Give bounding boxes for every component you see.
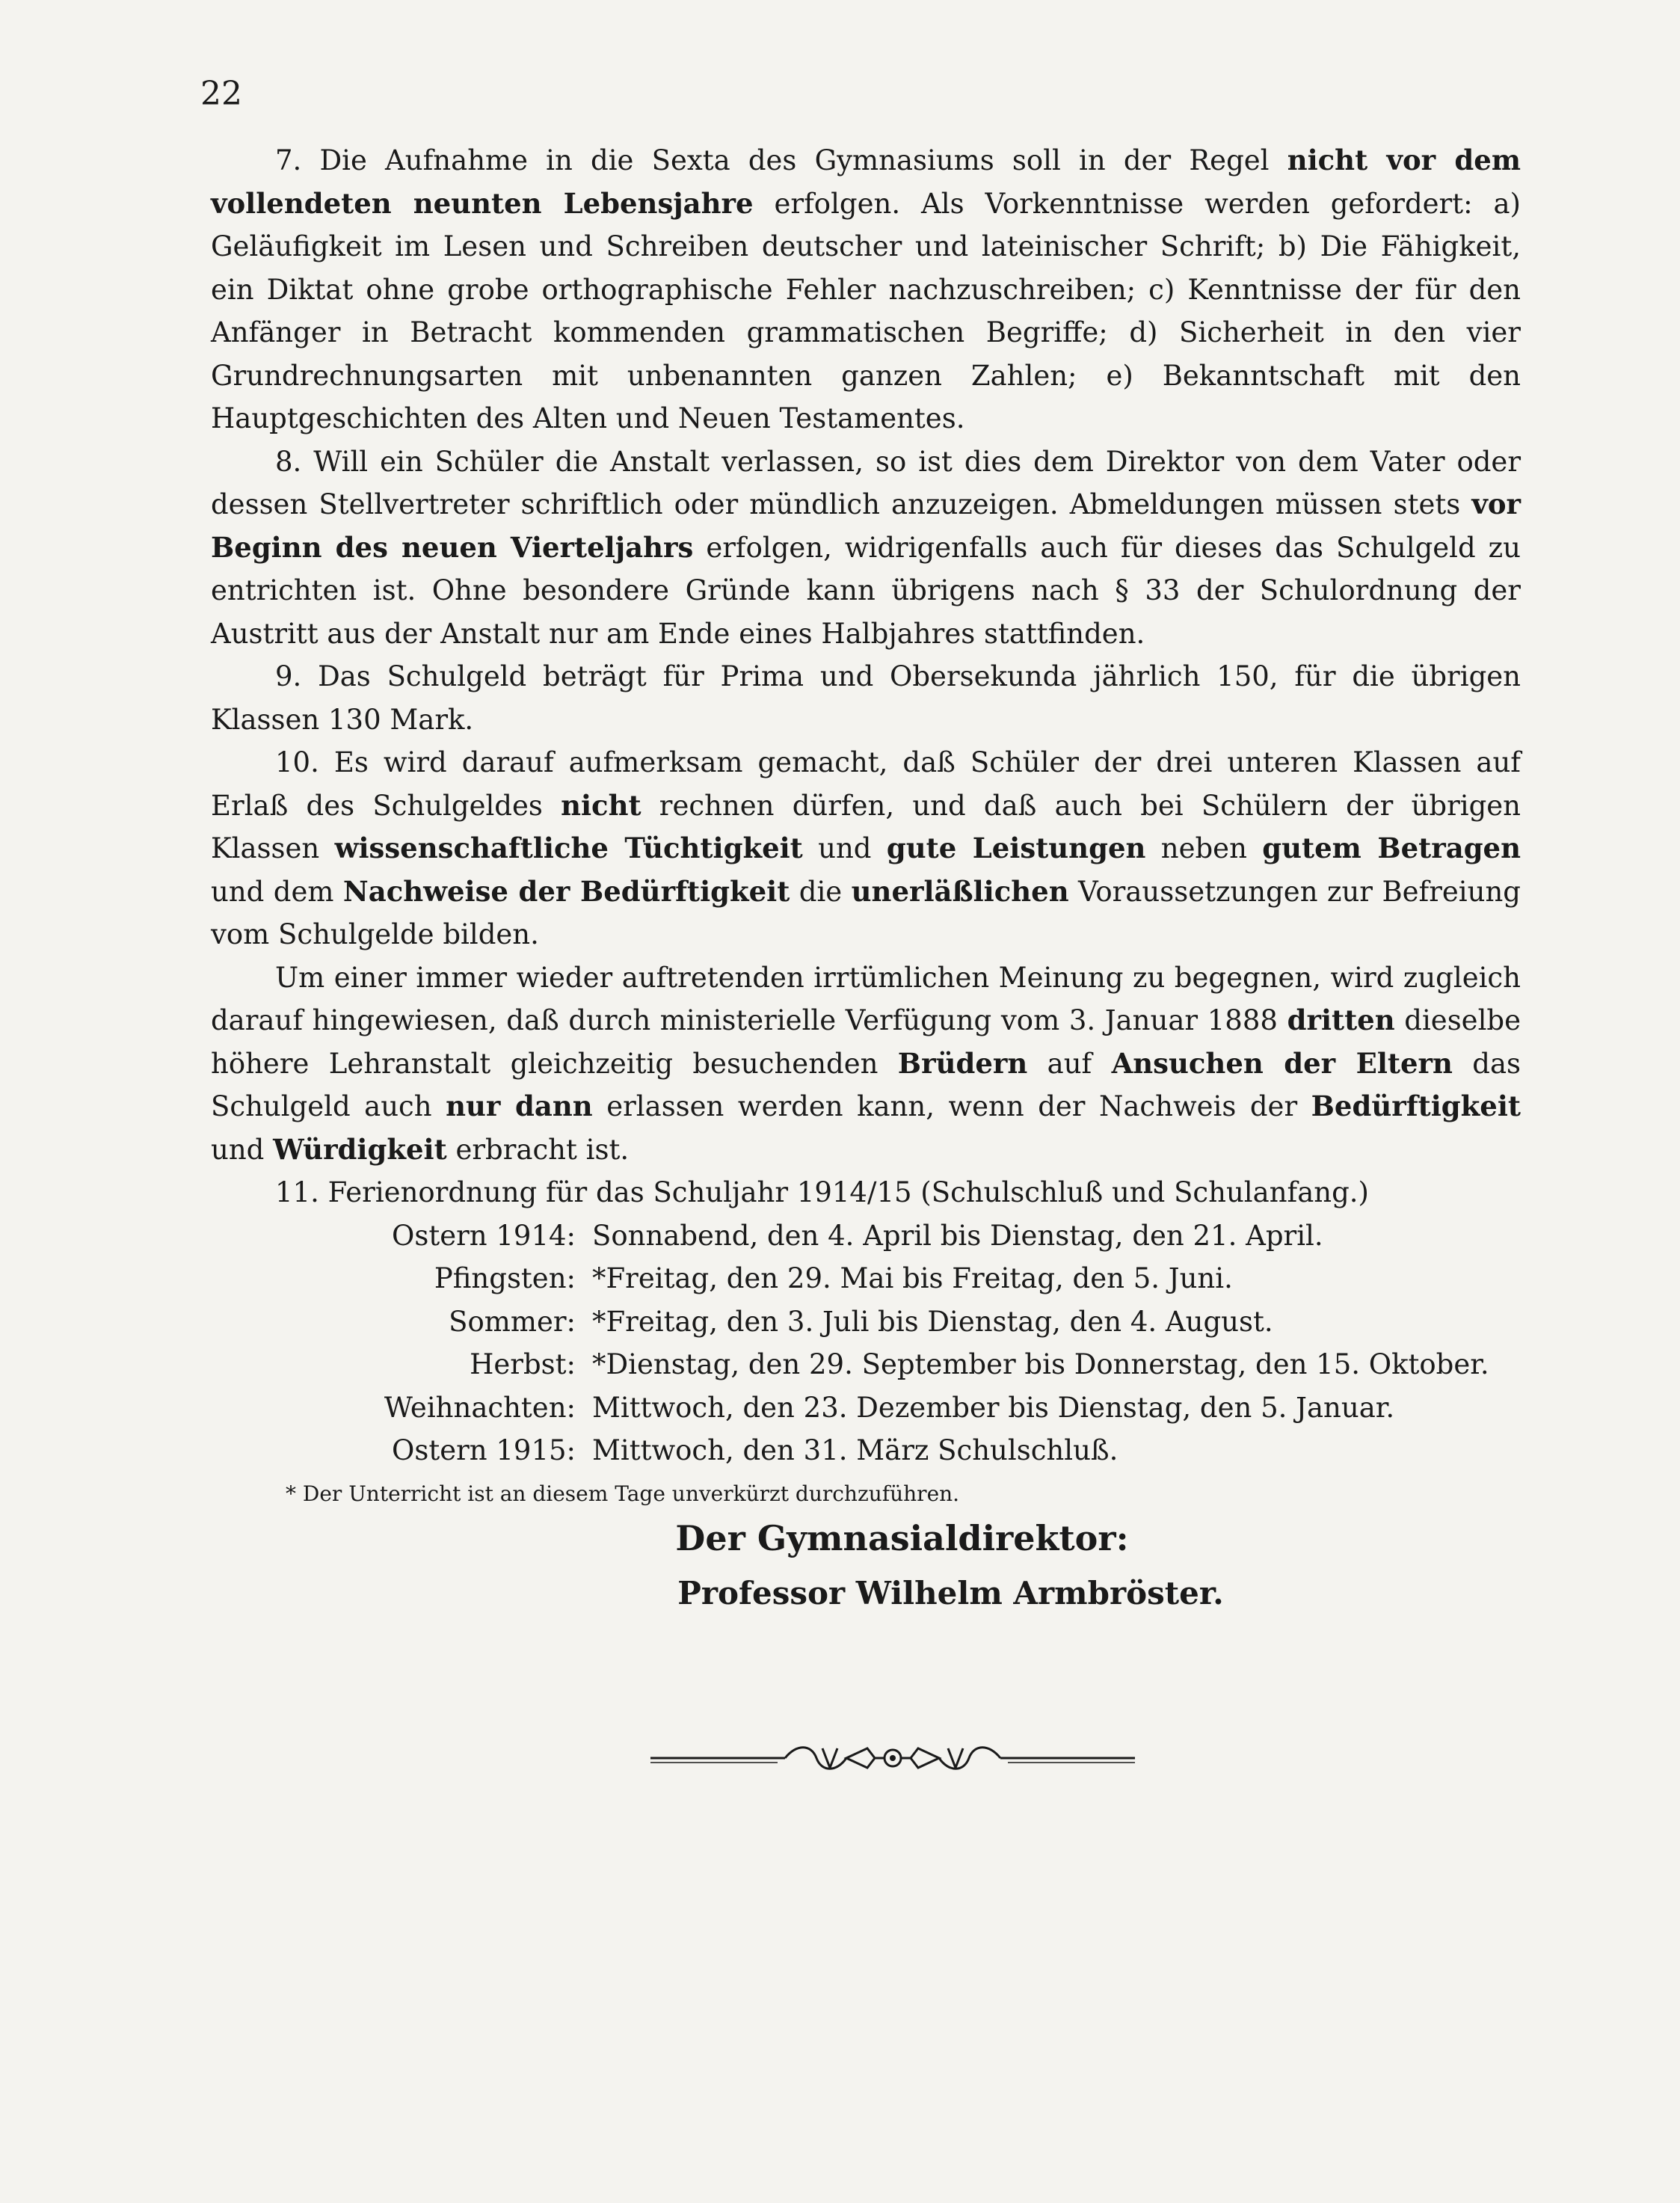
section-10-note-text-5: erlassen werden kann, wenn der Nachweis der [592, 1090, 1311, 1122]
holiday-dates: Mittwoch, den 31. März Schulschluß. [592, 1434, 1119, 1466]
section-7-text-cont: erfolgen. Als Vorkenntnisse werden gefordert: a) Geläufigkeit im Lesen und Schreiben deutscher und lateinischer Schrift; b) Die Fähigkeit, ein Diktat ohne grobe orthographische Fehler nachzuschreiben; c) Kenntnisse der für den Anfänger in Betracht kommenden grammatischen Begriffe; d) Sicherheit in den vier Grundrechnungsarten mit unbenannten ganzen Zahlen; e) Bekanntschaft mit den Hauptgeschichten des Alten und Neuen Testamentes. [211, 187, 1521, 434]
section-7-emphasis: nicht vor dem vollendeten neunten Lebensjahre [211, 144, 1521, 220]
holiday-label: Ostern 1915: [392, 1434, 576, 1466]
holiday-dates: *Freitag, den 29. Mai bis Freitag, den 5. Juni. [592, 1262, 1233, 1294]
section-7 [211, 139, 1521, 440]
section-10 [211, 741, 1521, 956]
section-10-note-text-6: und [211, 1133, 274, 1166]
holiday-dates: Mittwoch, den 23. Dezember bis Dienstag, den 5. Januar. [592, 1391, 1395, 1424]
section-10-text-7: Voraussetzungen zur Befreiung vom Schulgelde bilden. [211, 875, 1521, 950]
holiday-label: Sommer: [449, 1305, 576, 1338]
holiday-dates: Sonnabend, den 4. April bis Dienstag, den 21. April. [592, 1219, 1323, 1252]
section-10-emphasis-3: gute Leistungen [886, 832, 1146, 864]
holiday-dates: *Freitag, den 3. Juli bis Dienstag, den 4. August. [592, 1305, 1273, 1338]
section-11-intro: 11. Ferienordnung für das Schuljahr 1914/15 (Schulschluß und Schulanfang.) [275, 1176, 1369, 1208]
page-number: 22 [200, 75, 242, 113]
section-8-text: 8. Will ein Schüler die Anstalt verlassen, so ist dies dem Direktor von dem Vater oder dessen Stellvertreter schriftlich oder mündlich anzuzeigen. Abmeldungen müssen stets [211, 445, 1521, 520]
holiday-label: Weihnachten: [384, 1391, 576, 1424]
section-10-emphasis-1: nicht [561, 788, 641, 822]
ornament-divider-icon [650, 1735, 1135, 1781]
holiday-label: Ostern 1914: [392, 1219, 576, 1252]
signature-title: Der Gymnasialdirektor: [675, 1518, 1129, 1558]
section-10-emphasis-2: wissenschaftliche Tüchtigkeit [334, 832, 803, 864]
section-10-note [211, 956, 1521, 1172]
section-10-emphasis-6: unerläßlichen [851, 874, 1069, 908]
holiday-schedule [368, 1214, 1521, 1472]
section-10-text-4: neben [1145, 832, 1263, 864]
footnote: * Der Unterricht ist an diesem Tage unverkürzt durchzuführen. [286, 1481, 960, 1506]
section-10-note-emphasis-4: nur dann [446, 1090, 593, 1122]
section-10-note-text-2: dieselbe höhere Lehranstalt gleichzeitig besuchenden [211, 1004, 1521, 1080]
section-10-emphasis-5: Nachweise der Bedürftigkeit [342, 874, 790, 908]
section-7-text: 7. Die Aufnahme in die Sexta des Gymnasiums soll in der Regel [275, 144, 1287, 176]
signature-name: Professor Wilhelm Armbröster. [677, 1575, 1224, 1611]
section-10-text-6: die [790, 875, 852, 908]
section-10-note-emphasis-2: Brüdern [897, 1046, 1028, 1080]
section-10-text-1: 10. Es wird darauf aufmerksam gemacht, daß Schüler der drei unteren Klassen auf Erlaß des Schulgeldes [211, 746, 1521, 822]
section-10-note-text-3: auf [1027, 1047, 1112, 1080]
section-10-emphasis-4: gutem Betragen [1262, 832, 1521, 864]
section-9 [211, 655, 1521, 741]
section-10-text-5: und dem [211, 875, 343, 908]
section-10-note-emphasis-3: Ansuchen der Eltern [1111, 1046, 1453, 1080]
section-10-note-text-1: Um einer immer wieder auftretenden irrtümlichen Meinung zu begegnen, wird zugleich darauf hingewiesen, daß durch ministerielle Verfügung vom 3. Januar 1888 [211, 961, 1521, 1036]
holiday-label: Herbst: [470, 1348, 576, 1380]
section-8-emphasis: vor Beginn des neuen Vierteljahrs [211, 488, 1521, 564]
section-8-text-cont: erfolgen, widrigenfalls auch für dieses das Schulgeld zu entrichten ist. Ohne besondere Gründe kann übrigens nach § 33 der Schulordnung der Austritt aus der Anstalt nur am Ende eines Halbjahres stattfinden. [211, 531, 1521, 650]
holiday-dates: *Dienstag, den 29. September bis Donnerstag, den 15. Oktober. [592, 1348, 1489, 1380]
section-10-note-text-4: das Schulgeld auch [211, 1047, 1521, 1122]
holiday-label: Pfingsten: [434, 1262, 576, 1294]
section-10-note-text-7: erbracht ist. [446, 1133, 630, 1166]
section-10-text-3: und [802, 832, 887, 864]
section-10-text-2: rechnen dürfen, und daß auch bei Schülern der übrigen Klassen [211, 789, 1521, 864]
section-10-note-emphasis-5: Bedürftigkeit [1311, 1090, 1521, 1122]
section-8 [211, 440, 1521, 656]
section-9-text: 9. Das Schulgeld beträgt für Prima und Obersekunda jährlich 150, für die übrigen Klassen 130 Mark. [211, 660, 1521, 736]
document-body [211, 139, 1521, 1513]
section-10-note-emphasis-6: Würdigkeit [273, 1132, 447, 1166]
section-10-note-emphasis-1: dritten [1287, 1004, 1395, 1036]
